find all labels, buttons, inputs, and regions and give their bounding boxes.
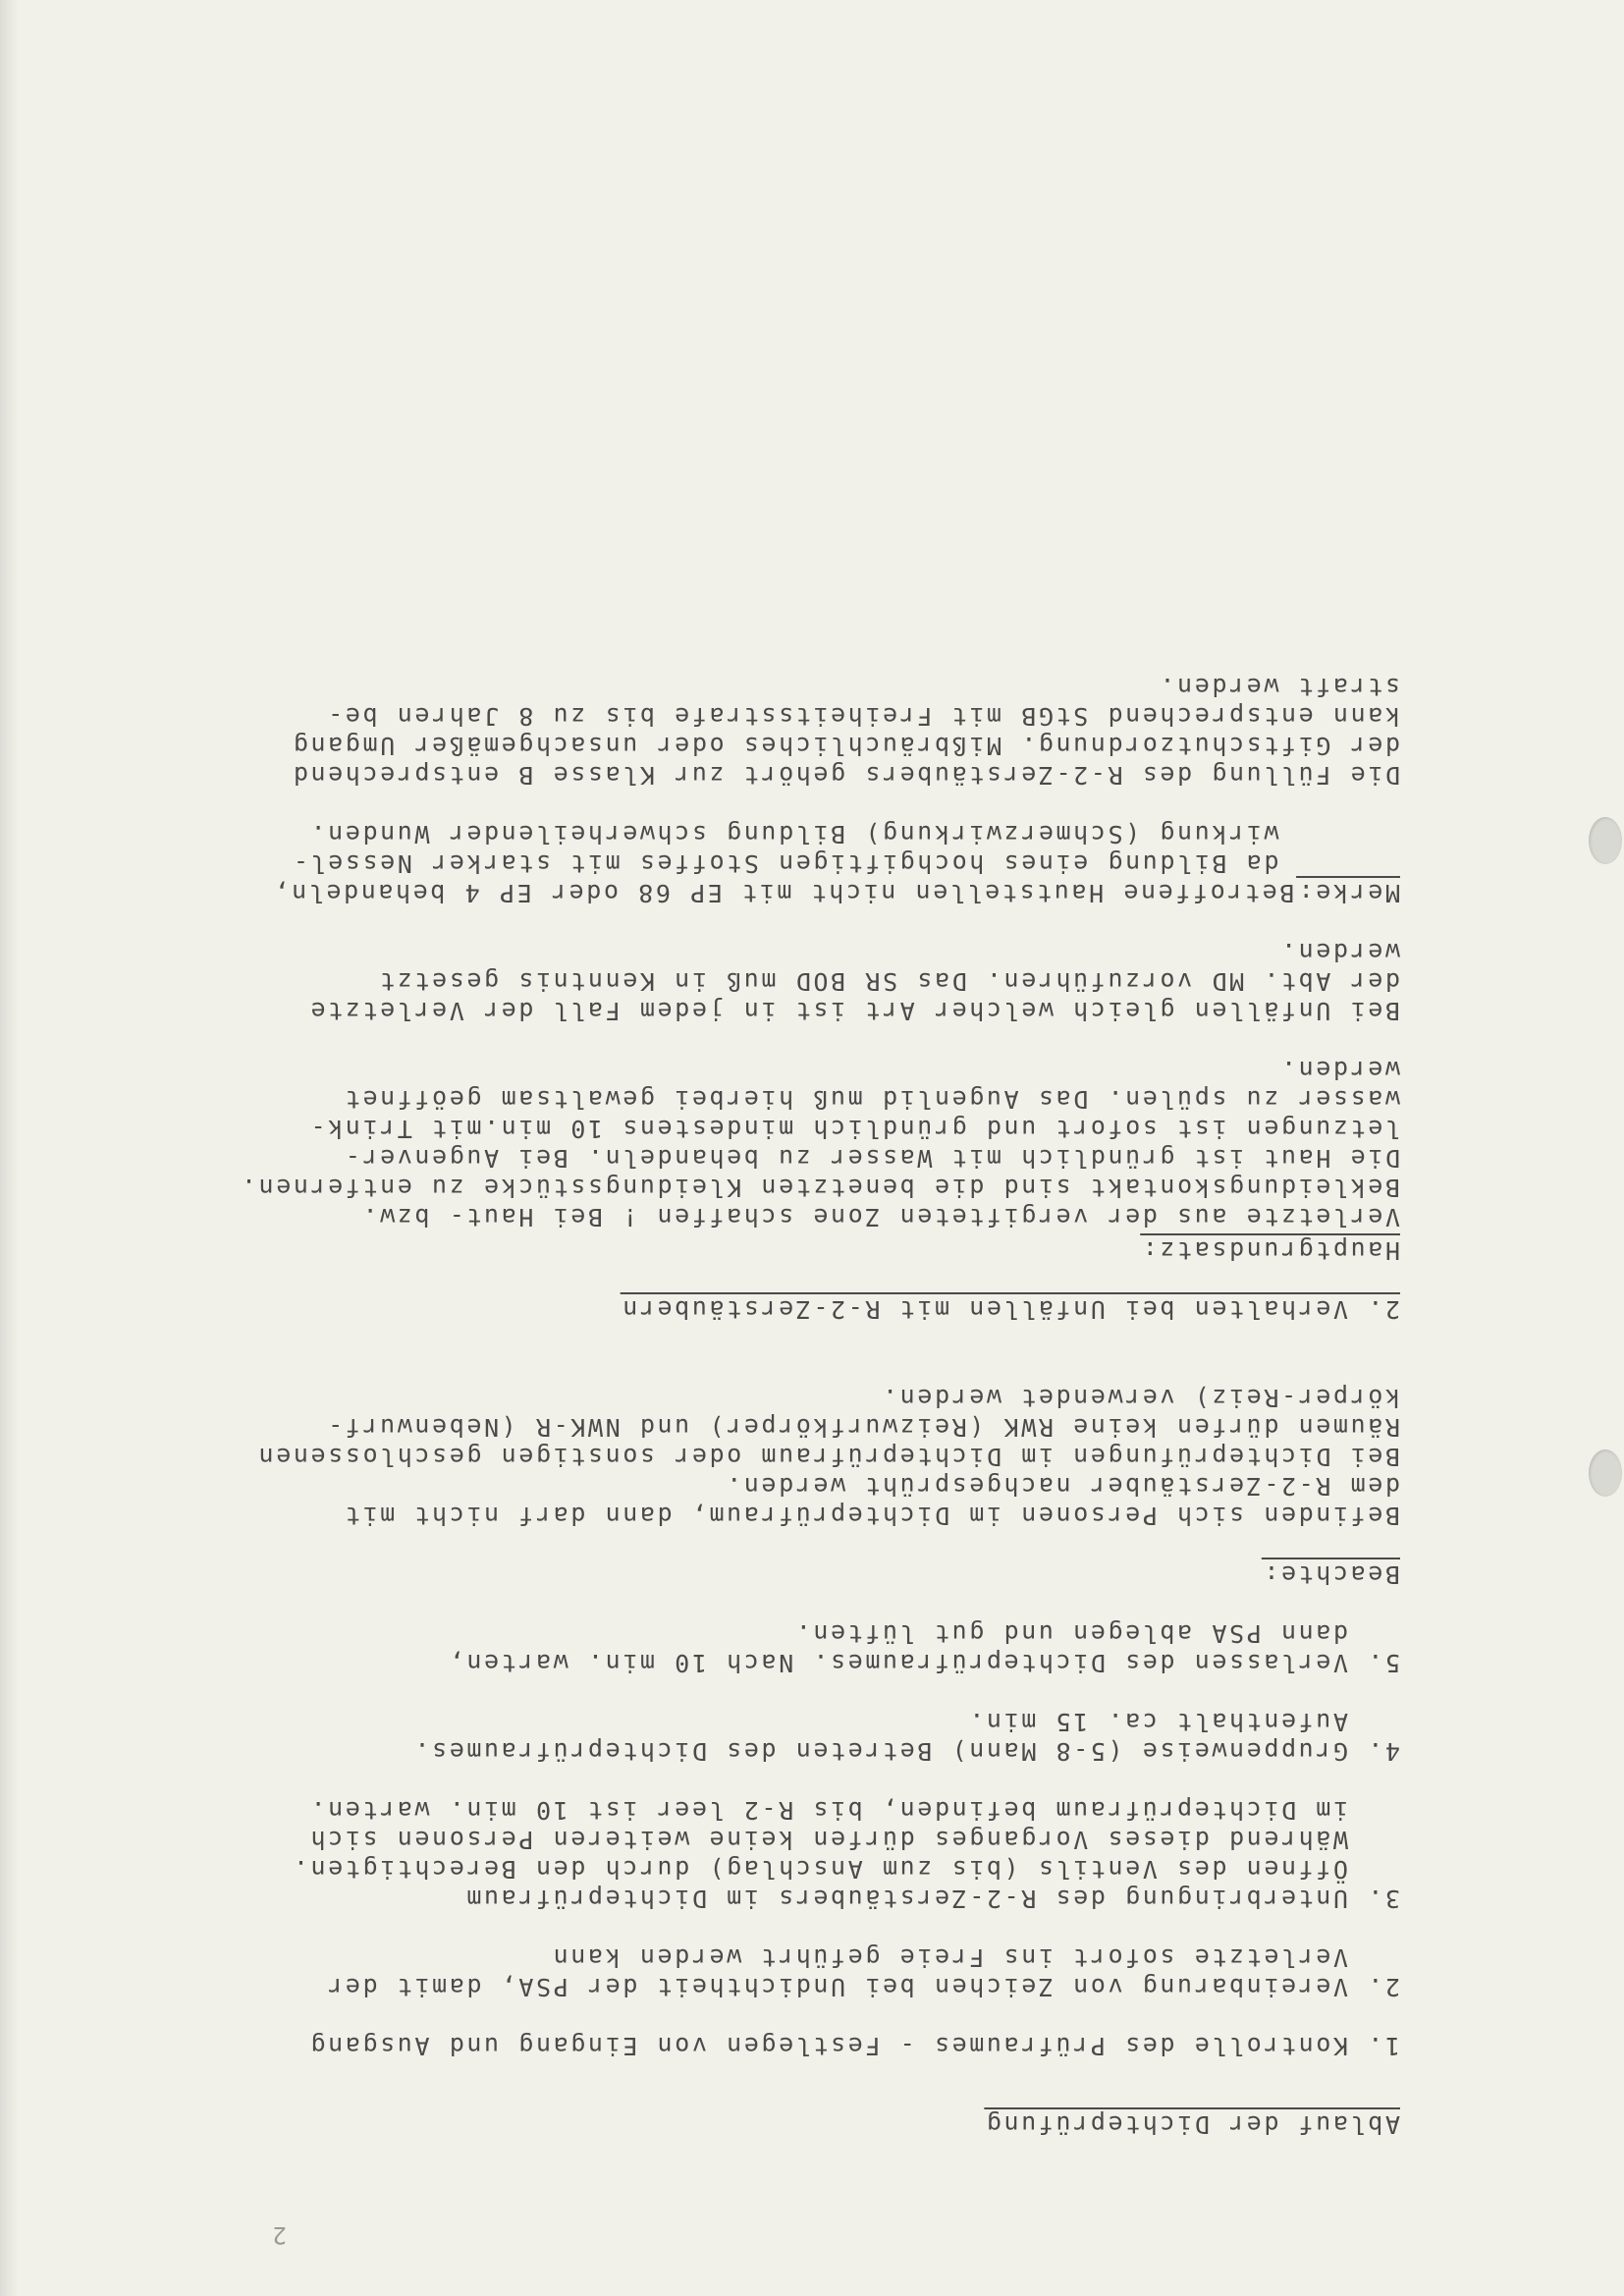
hauptgrundsatz-line: Bekleidungskontakt sind die benetzten Kleidungsstücke zu entfernen. <box>239 1174 1400 1202</box>
procedure-line: Öffnen des Ventils (bis zum Anschlag) durch den Berechtigten. <box>291 1855 1400 1884</box>
document-title: Ablauf der Dichteprüfung <box>984 2110 1400 2139</box>
beachte-line: Bei Dichteprüfungen im Dichteprüfraum oder sonstigen geschlossenen <box>256 1443 1400 1471</box>
closing-line: kann entsprechend StGB mit Freiheitsstrafe bis zu 8 Jahren be- <box>325 702 1400 731</box>
merke-line: da Bildung eines hochgiftigen Stoffes mit starker Nessel- <box>291 849 1400 878</box>
hauptgrundsatz-line: Die Haut ist gründlich mit Wasser zu behandeln. Bei Augenver- <box>343 1144 1400 1173</box>
unfall-line: der Abt. MD vorzuführen. Das SR BOD muß in Kenntnis gesetzt <box>377 967 1400 996</box>
beachte-heading: Beachte: <box>1261 1560 1400 1589</box>
procedure-line: 5. Verlassen des Dichteprüfraumes. Nach 10 min. warten, <box>447 1649 1400 1677</box>
procedure-line: Während dieses Vorganges dürfen keine weiteren Personen sich <box>307 1826 1400 1854</box>
procedure-line: 1. Kontrolle des Prüfraumes - Festlegen von Eingang und Ausgang <box>307 2032 1400 2060</box>
unfall-line: Bei Unfällen gleich welcher Art ist in jedem Fall der Verletzte <box>307 997 1400 1025</box>
merke-line: Betroffene Hautstellen nicht mit EP 68 oder EP 4 behandeln, <box>271 879 1312 907</box>
beachte-line: Befinden sich Personen im Dichteprüfraum, dann darf nicht mit <box>343 1502 1400 1530</box>
merke-line: wirkung (Schmerzwirkung) Bildung schwerheilender Wunden. <box>307 820 1400 848</box>
procedure-line: Aufenthalt ca. 15 min. <box>966 1708 1400 1736</box>
procedure-line: 3. Unterbringung des R-2-Zerstäubers im Dichteprüfraum <box>463 1885 1400 1913</box>
hauptgrundsatz-line: Verletzte aus der vergifteten Zone schaffen ! Bei Haut- bzw. <box>359 1203 1400 1231</box>
closing-line: der Giftschutzordnung. Mißbräuchliches oder unsachgemäßer Umgang <box>291 732 1400 760</box>
procedure-line: dann PSA ablegen und gut lüften. <box>793 1619 1400 1648</box>
closing-line: straft werden. <box>1157 673 1400 701</box>
section-title: 2. Verhalten bei Unfällen mit R-2-Zerstäubern <box>620 1295 1400 1324</box>
hauptgrundsatz-line: wasser zu spülen. Das Augenlid muß hierbei gewaltsam geöffnet <box>343 1085 1400 1114</box>
procedure-line: im Dichteprüfraum befinden, bis R-2 leer ist 10 min. warten. <box>307 1796 1400 1825</box>
merke-label: Merke: <box>1296 879 1400 907</box>
page-number: 2 <box>269 2221 287 2249</box>
beachte-line: dem R-2-Zerstäuber nachgesprüht werden. <box>724 1472 1400 1501</box>
hauptgrundsatz-line: werden. <box>1278 1056 1400 1084</box>
hauptgrundsatz-line: letzungen ist sofort und gründlich mindestens 10 min.mit Trink- <box>307 1115 1400 1143</box>
closing-line: Die Füllung des R-2-Zerstäubers gehört zur Klasse B entsprechend <box>291 761 1400 790</box>
procedure-line: Verletzte sofort ins Freie geführt werden kann <box>551 1943 1400 1972</box>
procedure-line: 4. Gruppenweise (5-8 Mann) Betreten des Dichteprüfraumes. <box>411 1737 1400 1766</box>
unfall-line: werden. <box>1278 938 1400 966</box>
hauptgrundsatz-heading: Hauptgrundsatz: <box>1140 1236 1400 1265</box>
procedure-line: 2. Vereinbarung von Zeichen bei Undichtheit der PSA, damit der <box>325 1973 1400 2001</box>
beachte-line: Räumen dürfen keine RWK (Reizwurfkörper) und NWK-R (Nebenwurf- <box>325 1413 1400 1442</box>
beachte-line: körper-Reiz) verwendet werden. <box>880 1384 1400 1412</box>
